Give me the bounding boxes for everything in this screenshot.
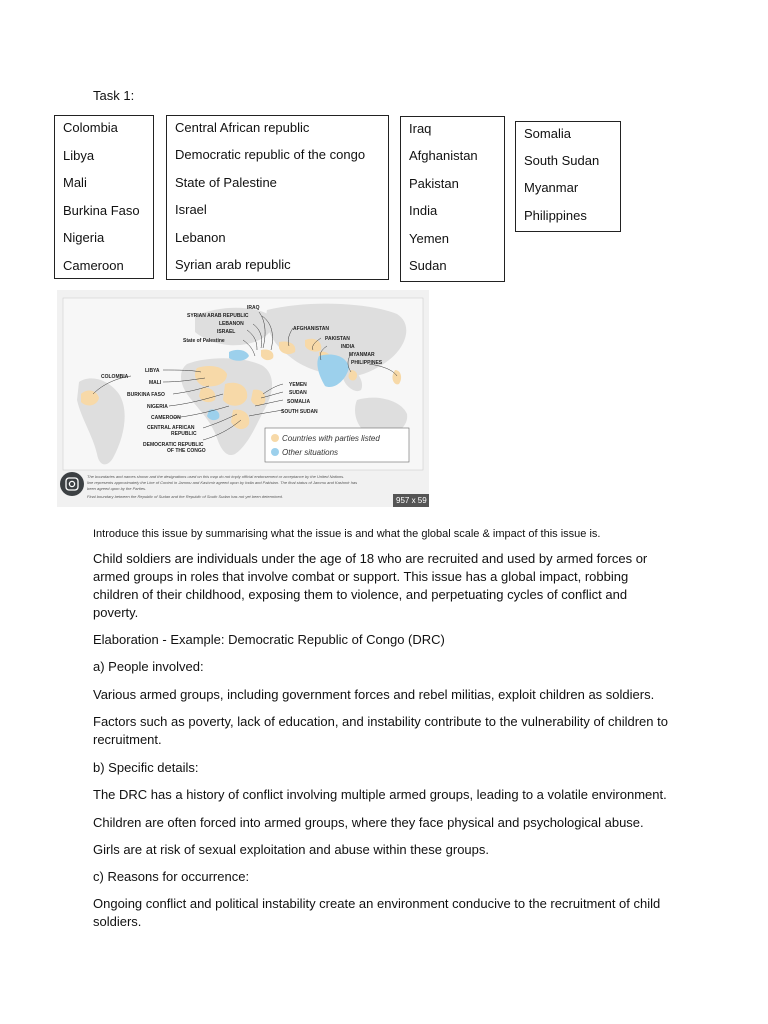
country-box-2 (166, 115, 389, 280)
country-box-3 (400, 116, 505, 282)
country-item: Libya (63, 148, 95, 163)
country-item: Philippines (524, 208, 587, 223)
elaboration-heading: Elaboration - Example: Democratic Republic of Congo (DRC) (93, 632, 445, 647)
map-label-syria: SYRIAN ARAB REPUBLIC (187, 313, 249, 319)
map-label-nigeria: NIGERIA (147, 404, 168, 410)
map-label-lebanon: LEBANON (219, 321, 244, 327)
country-item: State of Palestine (175, 175, 277, 190)
country-item: Pakistan (409, 176, 459, 191)
country-item: Democratic republic of the congo (175, 147, 366, 162)
world-map (57, 290, 429, 507)
image-search-button[interactable] (60, 472, 84, 496)
map-label-iraq: IRAQ (247, 305, 260, 311)
world-map-image (57, 290, 429, 507)
body-paragraph: Ongoing conflict and political instability create an environment conducive to the recruitment of child soldiers. (93, 896, 661, 929)
map-label-philippines: PHILIPPINES (351, 360, 383, 366)
country-item: Syrian arab republic (175, 257, 291, 272)
country-item: Myanmar (524, 180, 579, 195)
map-label-india: INDIA (341, 344, 355, 350)
legend-listed-swatch (271, 434, 279, 442)
country-item: Israel (175, 202, 207, 217)
map-label-colombia: COLOMBIA (101, 374, 129, 380)
country-item: Central African republic (175, 120, 310, 135)
section-b-heading: b) Specific details: (93, 760, 199, 775)
country-item: South Sudan (524, 153, 600, 168)
map-footnote: been agreed upon by the Parties. (87, 486, 147, 491)
map-label-cameroon: CAMEROON (151, 415, 181, 421)
country-item: Afghanistan (409, 148, 478, 163)
legend-other-label: Other situations (282, 448, 339, 457)
country-box-4 (515, 121, 621, 232)
body-paragraph: Children are often forced into armed groups, where they face physical and psychological abuse. (93, 815, 644, 830)
country-item: Colombia (63, 120, 118, 135)
dimension-badge-text: 957 x 59 (396, 496, 427, 505)
body-paragraph: Girls are at risk of sexual exploitation and abuse within these groups. (93, 842, 489, 857)
map-label-burkina-faso: BURKINA FASO (127, 392, 165, 398)
map-label-palestine: State of Palestine (183, 338, 225, 344)
country-item: Cameroon (63, 258, 124, 273)
map-label-drc: DEMOCRATIC REPUBLIC (143, 442, 204, 448)
map-label-afghanistan: AFGHANISTAN (293, 326, 330, 332)
country-item: Somalia (524, 126, 571, 141)
country-item: Mali (63, 175, 87, 190)
legend-other-swatch (271, 448, 279, 456)
map-label-yemen: YEMEN (289, 382, 307, 388)
map-label-south-sudan: SOUTH SUDAN (281, 409, 318, 415)
section-c-heading: c) Reasons for occurrence: (93, 869, 250, 884)
body-paragraph: Factors such as poverty, lack of education, and instability contribute to the vulnerability of children to recruitment. (93, 714, 668, 747)
body-paragraph: Various armed groups, including government forces and rebel militias, exploit children as soldiers. (93, 687, 655, 702)
map-label-myanmar: MYANMAR (349, 352, 375, 358)
body-paragraph: The DRC has a history of conflict involving multiple armed groups, leading to a volatile environment. (93, 787, 667, 802)
country-item: Sudan (409, 258, 447, 273)
country-item: Nigeria (63, 230, 105, 245)
legend-listed-label: Countries with parties listed (282, 434, 380, 443)
country-item: Iraq (409, 121, 432, 136)
section-a-heading: a) People involved: (93, 659, 204, 674)
map-footnote: line represents approximately the Line of Control in Jammu and Kashmir agreed upon by India and Pakistan. The final status of Jammu and Kashmir has (87, 480, 358, 485)
map-label-libya: LIBYA (145, 368, 160, 374)
map-label-sudan: SUDAN (289, 390, 307, 396)
intro-prompt: Introduce this issue by summarising what the issue is and what the global scale & impact of this issue is. (93, 528, 601, 540)
country-item: India (409, 203, 438, 218)
map-label-car: CENTRAL AFRICAN (147, 425, 195, 431)
map-label-drc: OF THE CONGO (167, 448, 206, 454)
map-footnote: Final boundary between the Republic of Sudan and the Republic of South Sudan has not yet been determined. (87, 494, 283, 499)
map-label-pakistan: PAKISTAN (325, 336, 350, 342)
task-label: Task 1: (93, 88, 135, 103)
country-item: Burkina Faso (63, 203, 140, 218)
country-box-1 (54, 115, 154, 279)
map-label-mali: MALI (149, 380, 162, 386)
map-label-somalia: SOMALIA (287, 399, 311, 405)
country-item: Lebanon (175, 230, 226, 245)
map-label-car: REPUBLIC (171, 431, 197, 437)
map-footnote: The boundaries and names shown and the designations used on this map do not imply official endorsement or acceptance by the United Nations. (87, 474, 345, 479)
map-label-israel: ISRAEL (217, 329, 236, 335)
country-item: Yemen (409, 231, 449, 246)
overview-paragraph: Child soldiers are individuals under the age of 18 who are recruited and used by armed forces or armed groups in roles that involve combat or support. This issue has a global impact, robbing children of their childhood, exposing them to violence, and perpetuating cycles of conflict and poverty. (93, 551, 648, 620)
